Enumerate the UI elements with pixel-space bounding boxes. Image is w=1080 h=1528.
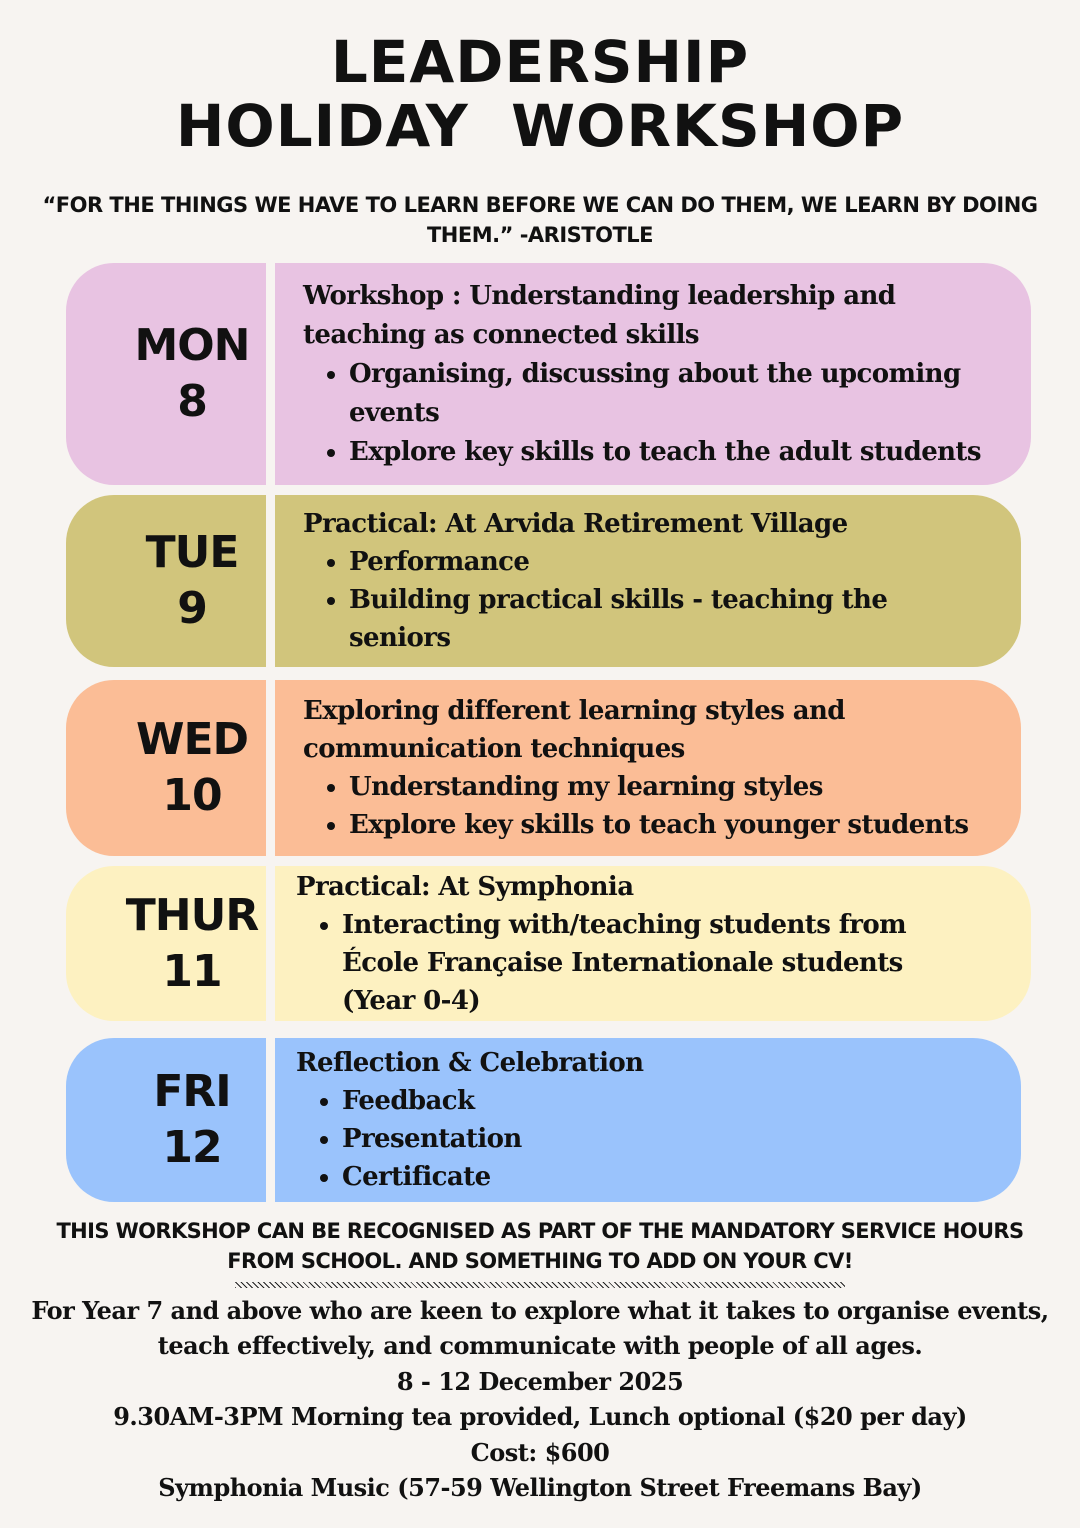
session-bullets: [296, 906, 1011, 1020]
day-date: 8: [177, 376, 207, 427]
column-divider: [266, 866, 275, 1021]
bullet-item: • Explore key skills to teach the adult students: [349, 433, 1011, 472]
schedule-row-fri: [66, 1038, 1021, 1202]
day-label: [66, 680, 292, 856]
session-bullets: [296, 1082, 1001, 1196]
title-line-1: LEADERSHIP: [330, 28, 750, 96]
bullet-item: • Understanding my learning styles: [349, 768, 1001, 806]
session-heading: Exploring different learning styles and communication techniques: [303, 696, 845, 764]
cost-text: Cost: $600: [470, 1437, 610, 1467]
session-bullets: [303, 768, 1001, 844]
session-heading: Practical: At Arvida Retirement Village: [303, 509, 848, 539]
poster-title: [0, 30, 1080, 158]
day-content: [303, 495, 1001, 667]
service-hours-notice: THIS WORKSHOP CAN BE RECOGNISED AS PART OF THE MANDATORY SERVICE HOURS FROM SCHOOL. AND SOMETHING TO ADD ON YOUR CV!: [56, 1219, 1024, 1273]
schedule-row-tue: [66, 495, 1021, 667]
bullet-item: • Presentation: [342, 1120, 1001, 1158]
session-heading: Workshop : Understanding leadership and teaching as connected skills: [303, 280, 896, 350]
session-heading: Reflection & Celebration: [296, 1048, 644, 1078]
session-bullets: [303, 355, 1011, 472]
session-heading: Practical: At Symphonia: [296, 871, 634, 902]
column-divider: [266, 680, 275, 856]
day-label: [66, 1038, 292, 1202]
day-content: [296, 1038, 1001, 1202]
day-label: [66, 866, 292, 1021]
day-content: [303, 680, 1001, 856]
bullet-item: • Building practical skills - teaching the seniors: [349, 581, 909, 657]
bullet-item: • Certificate: [342, 1158, 1001, 1196]
day-name: THUR: [125, 889, 259, 941]
session-bullets: [303, 543, 1001, 657]
hatched-divider: [235, 1282, 845, 1288]
column-divider: [266, 263, 275, 485]
day-date: 10: [162, 770, 222, 821]
day-name: WED: [135, 714, 249, 765]
day-name: MON: [134, 320, 250, 371]
dates-text: 8 - 12 December 2025: [396, 1366, 684, 1396]
audience-text: For Year 7 and above who are keen to explore what it takes to organise events, teach effectively, and communicate with people of all ages.: [31, 1296, 1049, 1361]
workshop-details: [10, 1293, 1070, 1505]
bullet-item: • Feedback: [342, 1082, 1001, 1120]
bullet-item: • Explore key skills to teach younger students: [349, 806, 1001, 844]
schedule-row-wed: [66, 680, 1021, 856]
schedule-row-mon: [66, 263, 1031, 485]
day-date: 12: [162, 1122, 222, 1173]
schedule-row-thur: [66, 866, 1031, 1021]
day-label: [66, 263, 292, 485]
day-content: [303, 263, 1011, 485]
day-content: [296, 866, 1011, 1021]
column-divider: [266, 1038, 275, 1202]
quote: “FOR THE THINGS WE HAVE TO LEARN BEFORE WE CAN DO THEM, WE LEARN BY DOING THEM.” -ARISTOTLE: [42, 193, 1038, 247]
times-text: 9.30AM-3PM Morning tea provided, Lunch optional ($20 per day): [113, 1402, 967, 1432]
column-divider: [266, 495, 275, 667]
location-text: Symphonia Music (57-59 Wellington Street Freemans Bay): [158, 1473, 922, 1503]
bullet-item: • Performance: [349, 543, 1001, 581]
day-name: TUE: [145, 527, 239, 578]
day-date: 11: [162, 945, 222, 997]
day-date: 9: [177, 583, 207, 634]
title-line-2: HOLIDAY WORKSHOP: [175, 92, 905, 160]
day-label: [66, 495, 292, 667]
bullet-item: • Organising, discussing about the upcoming events: [349, 355, 1011, 433]
day-name: FRI: [153, 1066, 231, 1117]
bullet-item: • Interacting with/teaching students from École Française Internationale students (Year 0-4): [342, 906, 932, 1020]
